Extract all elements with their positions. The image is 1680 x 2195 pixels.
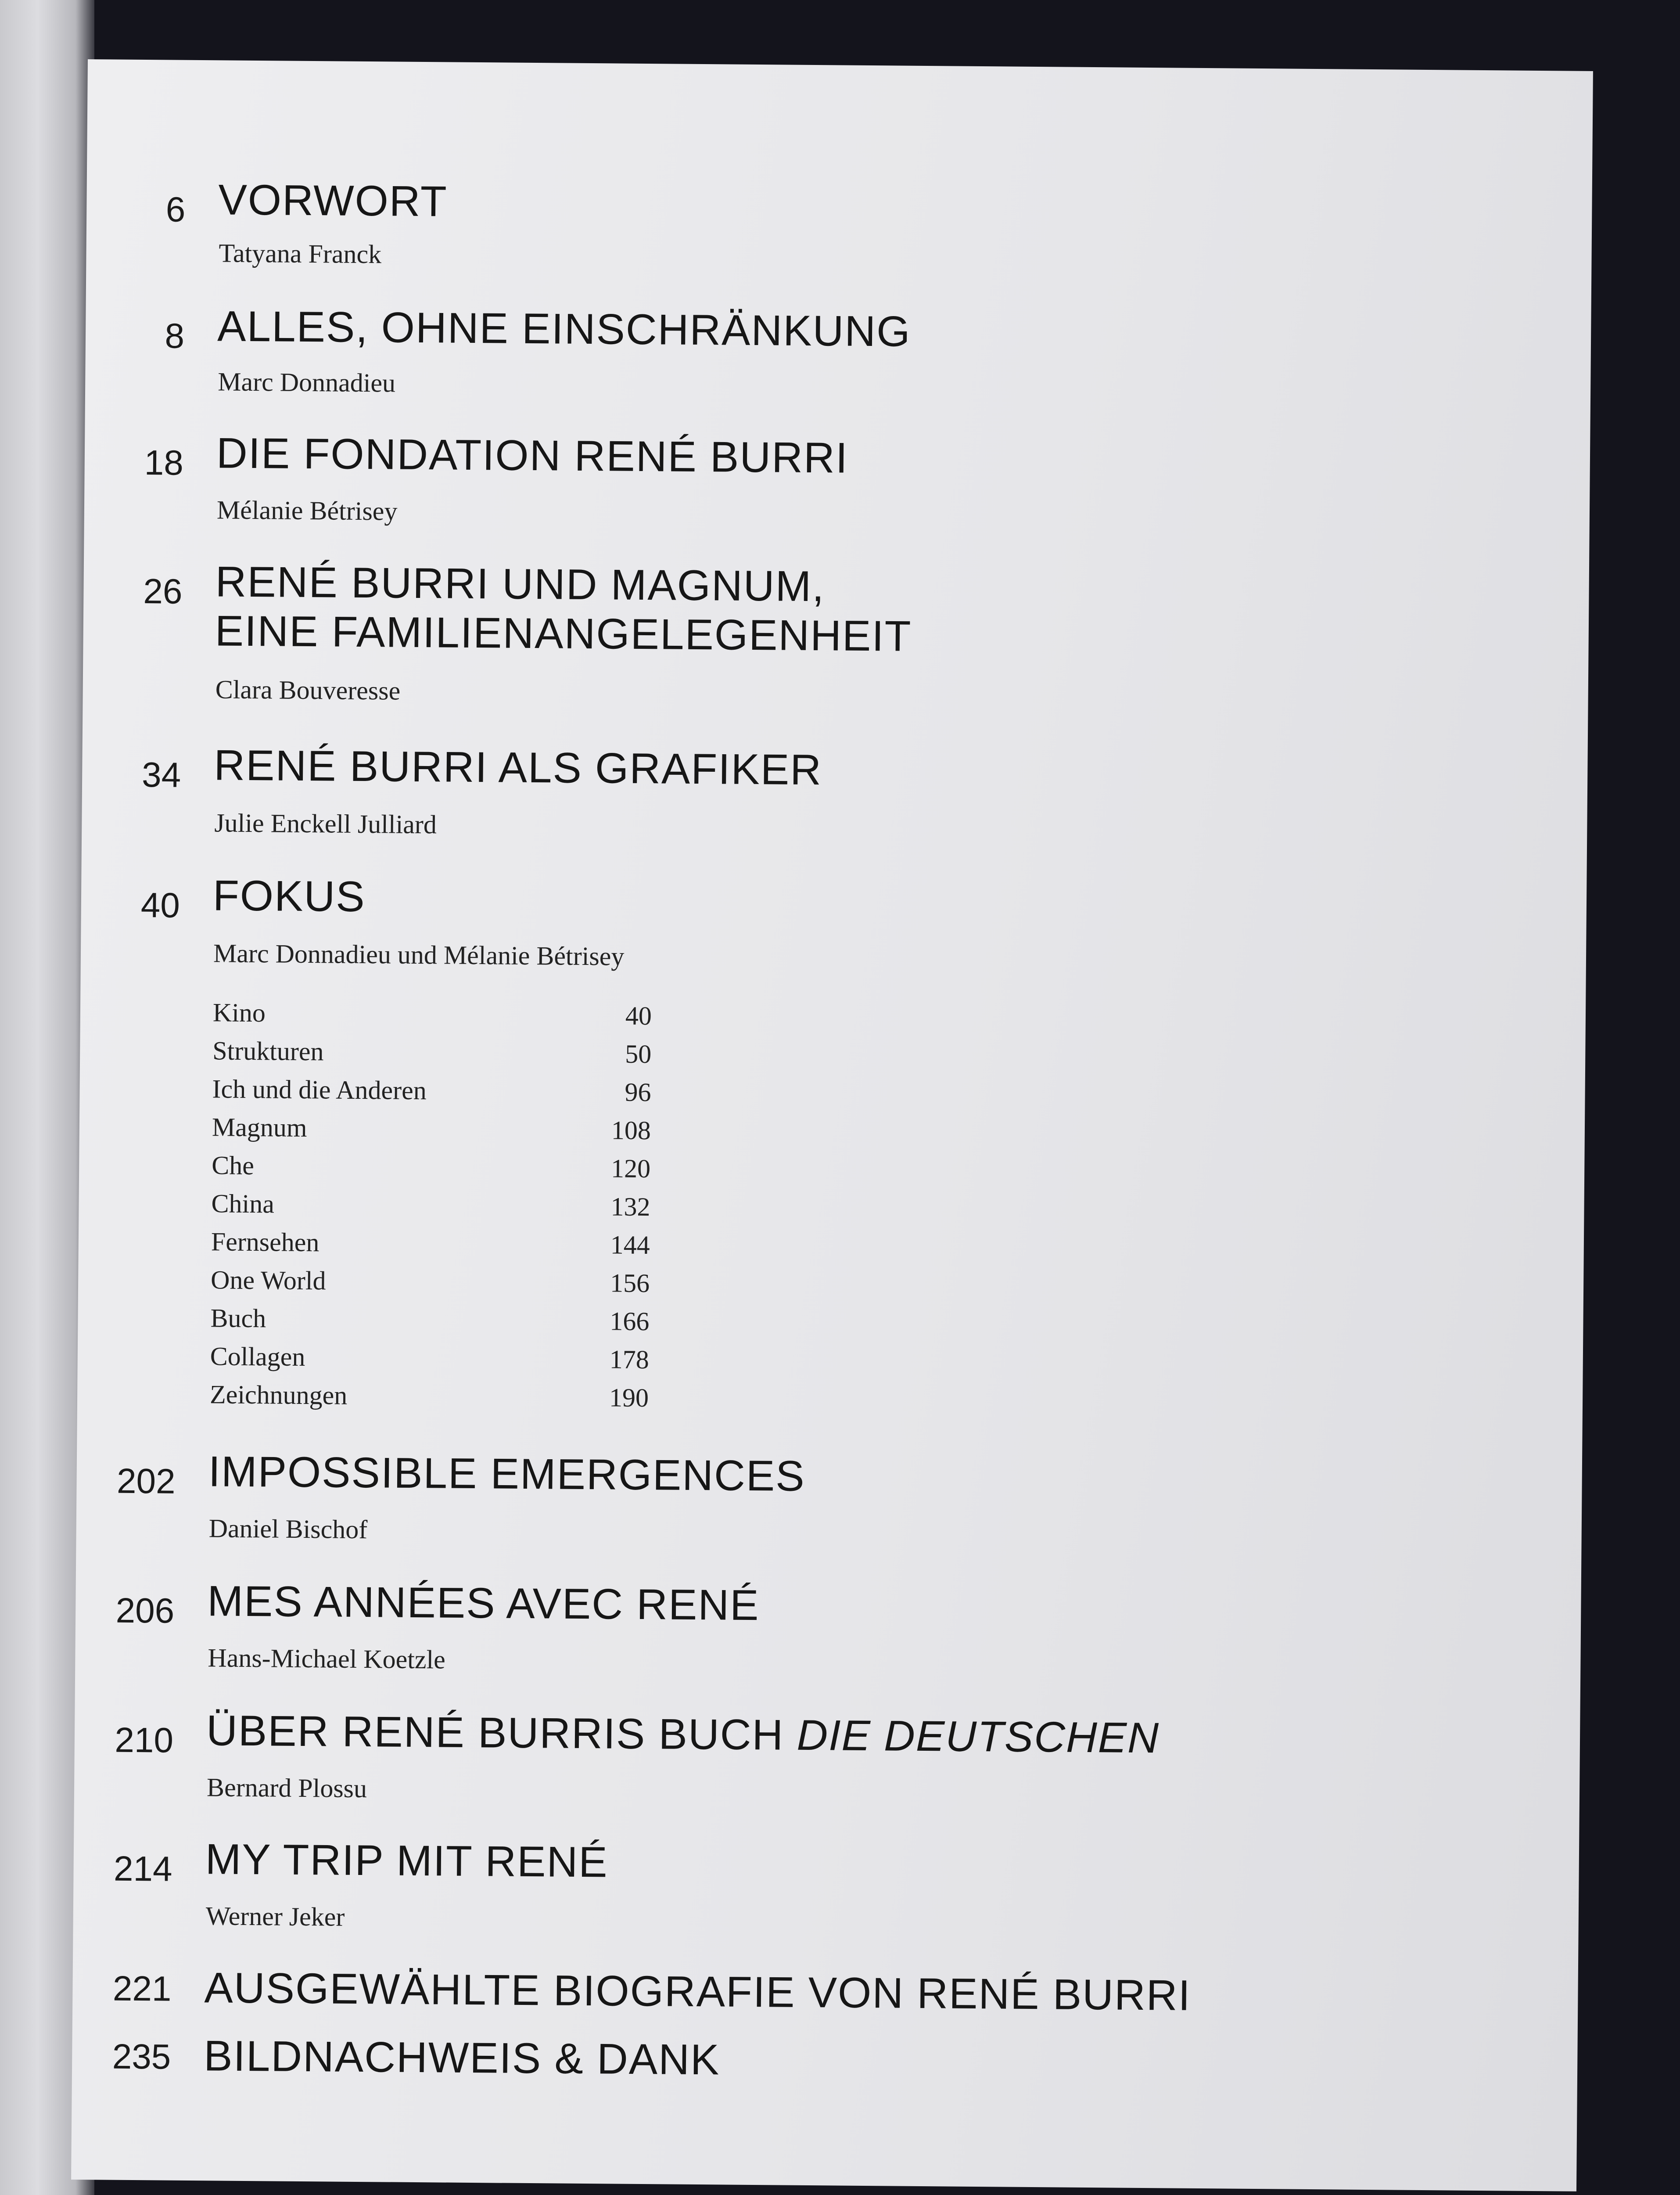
fokus-section-row [212,1074,651,1115]
entry-author: Marc Donnadieu und Mélanie Bétrisey [213,939,625,971]
entry-title: FOKUS [212,871,366,921]
fokus-section-row [212,1112,651,1154]
entry-page-number: 40 [140,885,180,925]
fokus-section-row [210,1379,649,1421]
entry-author: Daniel Bischof [208,1514,368,1544]
fokus-section-row [211,1227,650,1268]
toc-entry-mes-annees [76,1576,1393,1674]
entry-author: Marc Donnadieu [217,367,396,398]
toc-entry-fokus [81,871,1398,971]
entry-page-number: 206 [115,1590,175,1630]
fokus-section-page: 190 [609,1383,649,1413]
entry-title: VORWORT [218,175,448,226]
entry-title-line-1: RENÉ BURRI UND MAGNUM, [215,557,825,611]
entry-title: ALLES, OHNE EINSCHRÄNKUNG [217,302,911,356]
entry-title: MY TRIP MIT RENÉ [205,1835,609,1886]
entry-page-number: 210 [115,1720,174,1760]
entry-page-number: 8 [165,316,185,356]
entry-title [206,1707,1160,1761]
entry-page-number: 34 [141,755,181,795]
fokus-section-label: Fernsehen [211,1227,319,1257]
fokus-section-page: 120 [610,1154,651,1184]
toc-entry-bildnachweis [72,2031,1389,2084]
fokus-section-page: 40 [625,1001,652,1031]
entry-author: Bernard Plossu [206,1773,367,1803]
entry-title: BILDNACHWEIS & DANK [203,2031,720,2084]
fokus-section-page: 144 [610,1230,650,1260]
fokus-section-label: China [211,1189,275,1219]
fokus-section-label: Kino [212,998,266,1028]
fokus-section-row [212,1036,652,1077]
fokus-section-list [209,997,652,1413]
fokus-section-page: 96 [625,1077,651,1107]
fokus-section-row [211,1265,650,1306]
toc-entry-my-trip [74,1835,1390,1932]
fokus-section-label: Che [211,1151,255,1180]
fokus-section-label: One World [210,1265,326,1295]
toc-entry-magnum [84,557,1400,705]
fokus-section-page: 50 [625,1039,652,1069]
entry-page-number: 18 [144,443,184,482]
fokus-section-page: 166 [610,1306,650,1336]
toc-entry-fondation [85,428,1401,526]
book-page [71,59,1593,2191]
fokus-section-label: Zeichnungen [209,1380,348,1410]
entry-author: Julie Enckell Julliard [214,808,437,839]
entry-title: AUSGEWÄHLTE BIOGRAFIE VON RENÉ BURRI [204,1963,1192,2019]
toc-entry-alles [86,302,1403,398]
fokus-section-label: Ich und die Anderen [212,1074,427,1105]
entry-title: MES ANNÉES AVEC RENÉ [207,1576,760,1630]
entry-author: Hans-Michael Koetzle [208,1643,446,1674]
entry-page-number: 221 [112,1968,172,2008]
fokus-section-page: 132 [610,1192,650,1222]
entry-author: Werner Jeker [205,1901,345,1932]
entry-author: Mélanie Bétrisey [216,495,398,526]
fokus-section-page: 156 [610,1268,650,1298]
fokus-section-page: 108 [611,1115,651,1145]
entry-title-italic: DIE DEUTSCHEN [797,1710,1160,1762]
toc-entry-ueber-buch [75,1706,1392,1803]
fokus-section-row [210,1341,649,1383]
fokus-section-page: 178 [609,1345,650,1375]
fokus-section-label: Buch [210,1303,266,1333]
entry-title-line-2: EINE FAMILIENANGELEGENHEIT [215,606,912,660]
fokus-section-row [212,1150,651,1192]
toc-entry-grafiker [83,741,1399,839]
fokus-section-label: Strukturen [212,1036,324,1066]
toc-entry-biografie [73,1963,1389,2019]
entry-page-number: 214 [113,1849,172,1889]
entry-title: IMPOSSIBLE EMERGENCES [208,1447,806,1500]
entry-title-text: ÜBER RENÉ BURRIS BUCH [206,1706,797,1759]
entry-title: DIE FONDATION RENÉ BURRI [216,428,849,482]
entry-title: RENÉ BURRI ALS GRAFIKER [213,741,822,794]
fokus-section-label: Magnum [212,1112,307,1142]
entry-author: Clara Bouveresse [215,675,401,705]
toc-entry-impossible [77,1447,1393,1544]
entry-page-number: 235 [112,2037,171,2076]
fokus-section-row [211,1188,650,1230]
fokus-section-label: Collagen [210,1342,305,1371]
fokus-section-row [210,1303,650,1345]
entry-page-number: 202 [116,1461,176,1501]
fokus-section-row [213,997,652,1039]
toc-entry-vorwort [87,175,1404,269]
entry-page-number: 26 [143,572,183,611]
entry-author: Tatyana Franck [219,238,382,269]
table-of-contents [71,59,1593,2191]
entry-page-number: 6 [165,190,186,229]
